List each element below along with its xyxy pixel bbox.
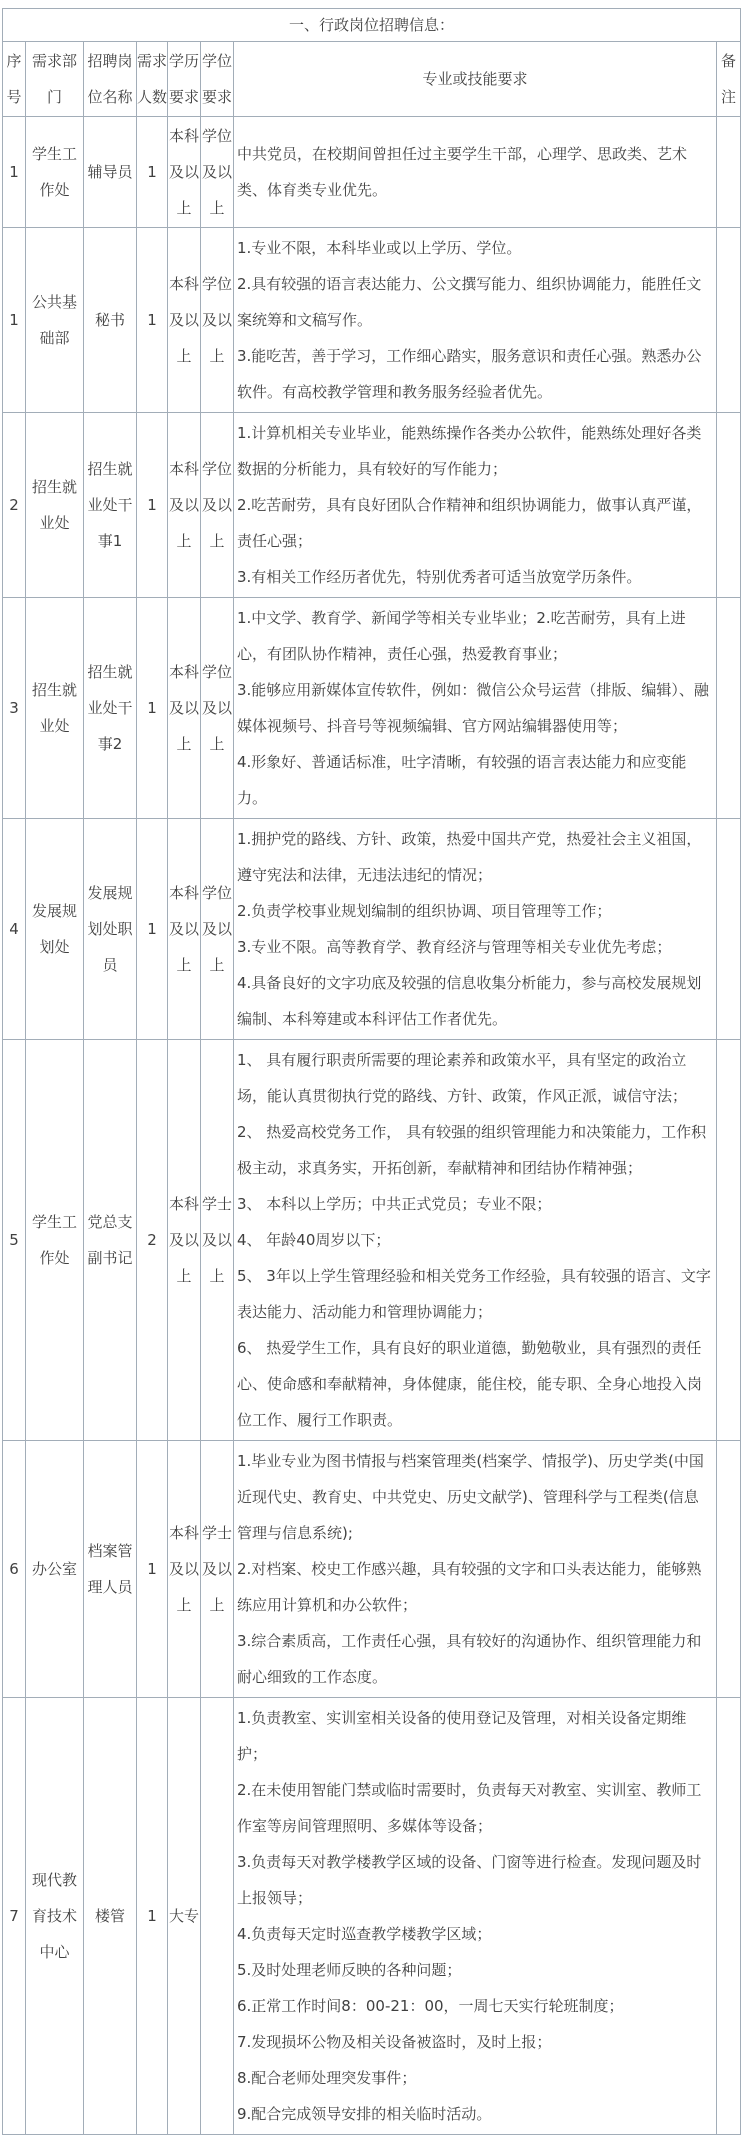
requirement-paragraph: 1、 具有履行职责所需要的理论素养和政策水平，具有坚定的政治立场，能认真贯彻执行党的路线、方针、政策，作风正派，诚信守法； bbox=[237, 1051, 688, 1105]
requirement-paragraph: 1.计算机相关专业毕业，能熟练操作各类办公软件，能熟练处理好各类数据的分析能力，具有较好的写作能力； bbox=[237, 424, 702, 478]
position-cell: 档案管理人员 bbox=[84, 1441, 137, 1698]
position-cell: 辅导员 bbox=[84, 117, 137, 228]
requirement-paragraph: 1.专业不限，本科毕业或以上学历、学位。 bbox=[237, 239, 522, 257]
seq-cell: 4 bbox=[3, 819, 26, 1040]
requirement-paragraph: 2.对档案、校史工作感兴趣，具有较强的文字和口头表达能力，能够熟练应用计算机和办公软件； bbox=[237, 1560, 702, 1614]
department-cell: 学生工作处 bbox=[26, 1040, 84, 1441]
education-cell: 本科及以上 bbox=[168, 1040, 201, 1441]
header-department: 需求部门 bbox=[26, 42, 84, 117]
table-row bbox=[3, 819, 741, 1040]
department-cell: 招生就业处 bbox=[26, 598, 84, 819]
count-cell: 1 bbox=[137, 1441, 168, 1698]
requirement-paragraph: 4.形象好、普通话标准，吐字清晰，有较强的语言表达能力和应变能力。 bbox=[237, 753, 687, 807]
requirement-paragraph: 3.能吃苦，善于学习，工作细心踏实，服务意识和责任心强。熟悉办公软件。有高校教学管理和教务服务经验者优先。 bbox=[237, 347, 702, 401]
requirement-paragraph: 3.有相关工作经历者优先，特别优秀者可适当放宽学历条件。 bbox=[237, 568, 642, 586]
degree-cell bbox=[201, 1698, 234, 2135]
header-position: 招聘岗位名称 bbox=[84, 42, 137, 117]
requirements-cell bbox=[234, 1441, 717, 1698]
requirement-paragraph: 6、 热爱学生工作，具有良好的职业道德，勤勉敬业，具有强烈的责任心、使命感和奉献精神，身体健康，能住校，能专职、全身心地投入岗位工作、履行工作职责。 bbox=[237, 1339, 703, 1429]
position-cell: 招生就业处干事1 bbox=[84, 413, 137, 598]
count-cell: 1 bbox=[137, 819, 168, 1040]
education-cell: 本科及以上 bbox=[168, 1441, 201, 1698]
table-row bbox=[3, 228, 741, 413]
note-cell bbox=[717, 1040, 741, 1441]
count-cell: 1 bbox=[137, 1698, 168, 2135]
requirement-paragraph: 3.能够应用新媒体宣传软件，例如：微信公众号运营（排版、编辑）、融媒体视频号、抖音号等视频编辑、官方网站编辑器使用等； bbox=[237, 681, 709, 735]
table-row bbox=[3, 598, 741, 819]
requirements-cell bbox=[234, 819, 717, 1040]
header-note: 备注 bbox=[717, 42, 741, 117]
requirement-paragraph: 1.负责教室、实训室相关设备的使用登记及管理，对相关设备定期维护； bbox=[237, 1709, 687, 1763]
requirement-paragraph: 1.毕业专业为图书情报与档案管理类(档案学、情报学)、历史学类(中国近现代史、教育史、中共党史、历史文献学)、管理科学与工程类(信息管理与信息系统); bbox=[237, 1452, 704, 1542]
header-education: 学历要求 bbox=[168, 42, 201, 117]
header-requirements: 专业或技能要求 bbox=[234, 42, 717, 117]
table-row bbox=[3, 1698, 741, 2135]
requirement-paragraph: 4.具备良好的文字功底及较强的信息收集分析能力，参与高校发展规划编制、本科筹建或本科评估工作者优先。 bbox=[237, 974, 702, 1028]
requirement-paragraph: 5、 3年以上学生管理经验和相关党务工作经验，具有较强的语言、文字表达能力、活动能力和管理协调能力； bbox=[237, 1267, 711, 1321]
seq-cell: 5 bbox=[3, 1040, 26, 1441]
requirement-paragraph: 9.配合完成领导安排的相关临时活动。 bbox=[237, 2105, 492, 2123]
note-cell bbox=[717, 228, 741, 413]
department-cell: 现代教育技术中心 bbox=[26, 1698, 84, 2135]
degree-cell: 学位及以上 bbox=[201, 819, 234, 1040]
note-cell bbox=[717, 413, 741, 598]
education-cell: 本科及以上 bbox=[168, 228, 201, 413]
requirement-paragraph: 2.吃苦耐劳，具有良好团队合作精神和组织协调能力，做事认真严谨，责任心强； bbox=[237, 496, 702, 550]
note-cell bbox=[717, 1698, 741, 2135]
requirement-paragraph: 7.发现损坏公物及相关设备被盗时，及时上报； bbox=[237, 2033, 552, 2051]
seq-cell: 1 bbox=[3, 228, 26, 413]
degree-cell: 学位及以上 bbox=[201, 413, 234, 598]
requirements-cell bbox=[234, 598, 717, 819]
requirement-paragraph: 3.综合素质高，工作责任心强，具有较好的沟通协作、组织管理能力和耐心细致的工作态度。 bbox=[237, 1632, 702, 1686]
position-cell: 楼管 bbox=[84, 1698, 137, 2135]
table-row bbox=[3, 1441, 741, 1698]
requirement-paragraph: 5.及时处理老师反映的各种问题； bbox=[237, 1961, 462, 1979]
count-cell: 1 bbox=[137, 413, 168, 598]
position-cell: 发展规划处职员 bbox=[84, 819, 137, 1040]
requirement-paragraph: 4、 年龄40周岁以下； bbox=[237, 1231, 391, 1249]
header-count: 需求人数 bbox=[137, 42, 168, 117]
requirements-cell bbox=[234, 228, 717, 413]
requirement-paragraph: 2、 热爱高校党务工作， 具有较强的组织管理能力和决策能力，工作积极主动，求真务实，开拓创新，奉献精神和团结协作精神强； bbox=[237, 1123, 707, 1177]
department-cell: 发展规划处 bbox=[26, 819, 84, 1040]
requirement-paragraph: 中共党员，在校期间曾担任过主要学生干部，心理学、思政类、艺术类、体育类专业优先。 bbox=[237, 145, 688, 199]
position-cell: 党总支副书记 bbox=[84, 1040, 137, 1441]
requirement-paragraph: 3、 本科以上学历；中共正式党员；专业不限； bbox=[237, 1195, 552, 1213]
count-cell: 1 bbox=[137, 117, 168, 228]
table-row bbox=[3, 413, 741, 598]
table-title: 一、行政岗位招聘信息： bbox=[3, 9, 741, 42]
requirements-cell bbox=[234, 117, 717, 228]
department-cell: 学生工作处 bbox=[26, 117, 84, 228]
requirement-paragraph: 2.在未使用智能门禁或临时需要时，负责每天对教室、实训室、教师工作室等房间管理照明、多媒体等设备； bbox=[237, 1781, 702, 1835]
degree-cell: 学位及以上 bbox=[201, 117, 234, 228]
title-row bbox=[3, 9, 741, 42]
seq-cell: 2 bbox=[3, 413, 26, 598]
requirements-cell bbox=[234, 1698, 717, 2135]
table-row bbox=[3, 117, 741, 228]
education-cell: 本科及以上 bbox=[168, 819, 201, 1040]
table-row bbox=[3, 1040, 741, 1441]
position-cell: 招生就业处干事2 bbox=[84, 598, 137, 819]
requirement-paragraph: 4.负责每天定时巡查教学楼教学区域； bbox=[237, 1925, 492, 1943]
requirement-paragraph: 2.具有较强的语言表达能力、公文撰写能力、组织协调能力，能胜任文案统筹和文稿写作。 bbox=[237, 275, 702, 329]
requirement-paragraph: 1.中文学、教育学、新闻学等相关专业毕业；2.吃苦耐劳，具有上进心，有团队协作精神，责任心强，热爱教育事业； bbox=[237, 609, 686, 663]
note-cell bbox=[717, 819, 741, 1040]
requirement-paragraph: 6.正常工作时间8：00-21：00，一周七天实行轮班制度； bbox=[237, 1997, 624, 2015]
header-seq: 序号 bbox=[3, 42, 26, 117]
note-cell bbox=[717, 598, 741, 819]
degree-cell: 学士及以上 bbox=[201, 1040, 234, 1441]
requirement-paragraph: 3.专业不限。高等教育学、教育经济与管理等相关专业优先考虑； bbox=[237, 938, 672, 956]
seq-cell: 7 bbox=[3, 1698, 26, 2135]
degree-cell: 学士及以上 bbox=[201, 1441, 234, 1698]
degree-cell: 学位及以上 bbox=[201, 598, 234, 819]
seq-cell: 6 bbox=[3, 1441, 26, 1698]
header-degree: 学位要求 bbox=[201, 42, 234, 117]
position-cell: 秘书 bbox=[84, 228, 137, 413]
requirement-paragraph: 8.配合老师处理突发事件； bbox=[237, 2069, 417, 2087]
count-cell: 1 bbox=[137, 228, 168, 413]
education-cell: 本科及以上 bbox=[168, 117, 201, 228]
requirements-cell bbox=[234, 1040, 717, 1441]
seq-cell: 3 bbox=[3, 598, 26, 819]
recruitment-table bbox=[2, 8, 741, 2135]
requirement-paragraph: 1.拥护党的路线、方针、政策，热爱中国共产党，热爱社会主义祖国，遵守宪法和法律，无违法违纪的情况； bbox=[237, 830, 702, 884]
education-cell: 本科及以上 bbox=[168, 413, 201, 598]
requirement-paragraph: 2.负责学校事业规划编制的组织协调、项目管理等工作； bbox=[237, 902, 612, 920]
education-cell: 本科及以上 bbox=[168, 598, 201, 819]
department-cell: 办公室 bbox=[26, 1441, 84, 1698]
count-cell: 2 bbox=[137, 1040, 168, 1441]
department-cell: 招生就业处 bbox=[26, 413, 84, 598]
requirement-paragraph: 3.负责每天对教学楼教学区域的设备、门窗等进行检查。发现问题及时上报领导； bbox=[237, 1853, 702, 1907]
education-cell: 大专 bbox=[168, 1698, 201, 2135]
note-cell bbox=[717, 117, 741, 228]
count-cell: 1 bbox=[137, 598, 168, 819]
note-cell bbox=[717, 1441, 741, 1698]
header-row bbox=[3, 42, 741, 117]
department-cell: 公共基础部 bbox=[26, 228, 84, 413]
seq-cell: 1 bbox=[3, 117, 26, 228]
requirements-cell bbox=[234, 413, 717, 598]
degree-cell: 学位及以上 bbox=[201, 228, 234, 413]
